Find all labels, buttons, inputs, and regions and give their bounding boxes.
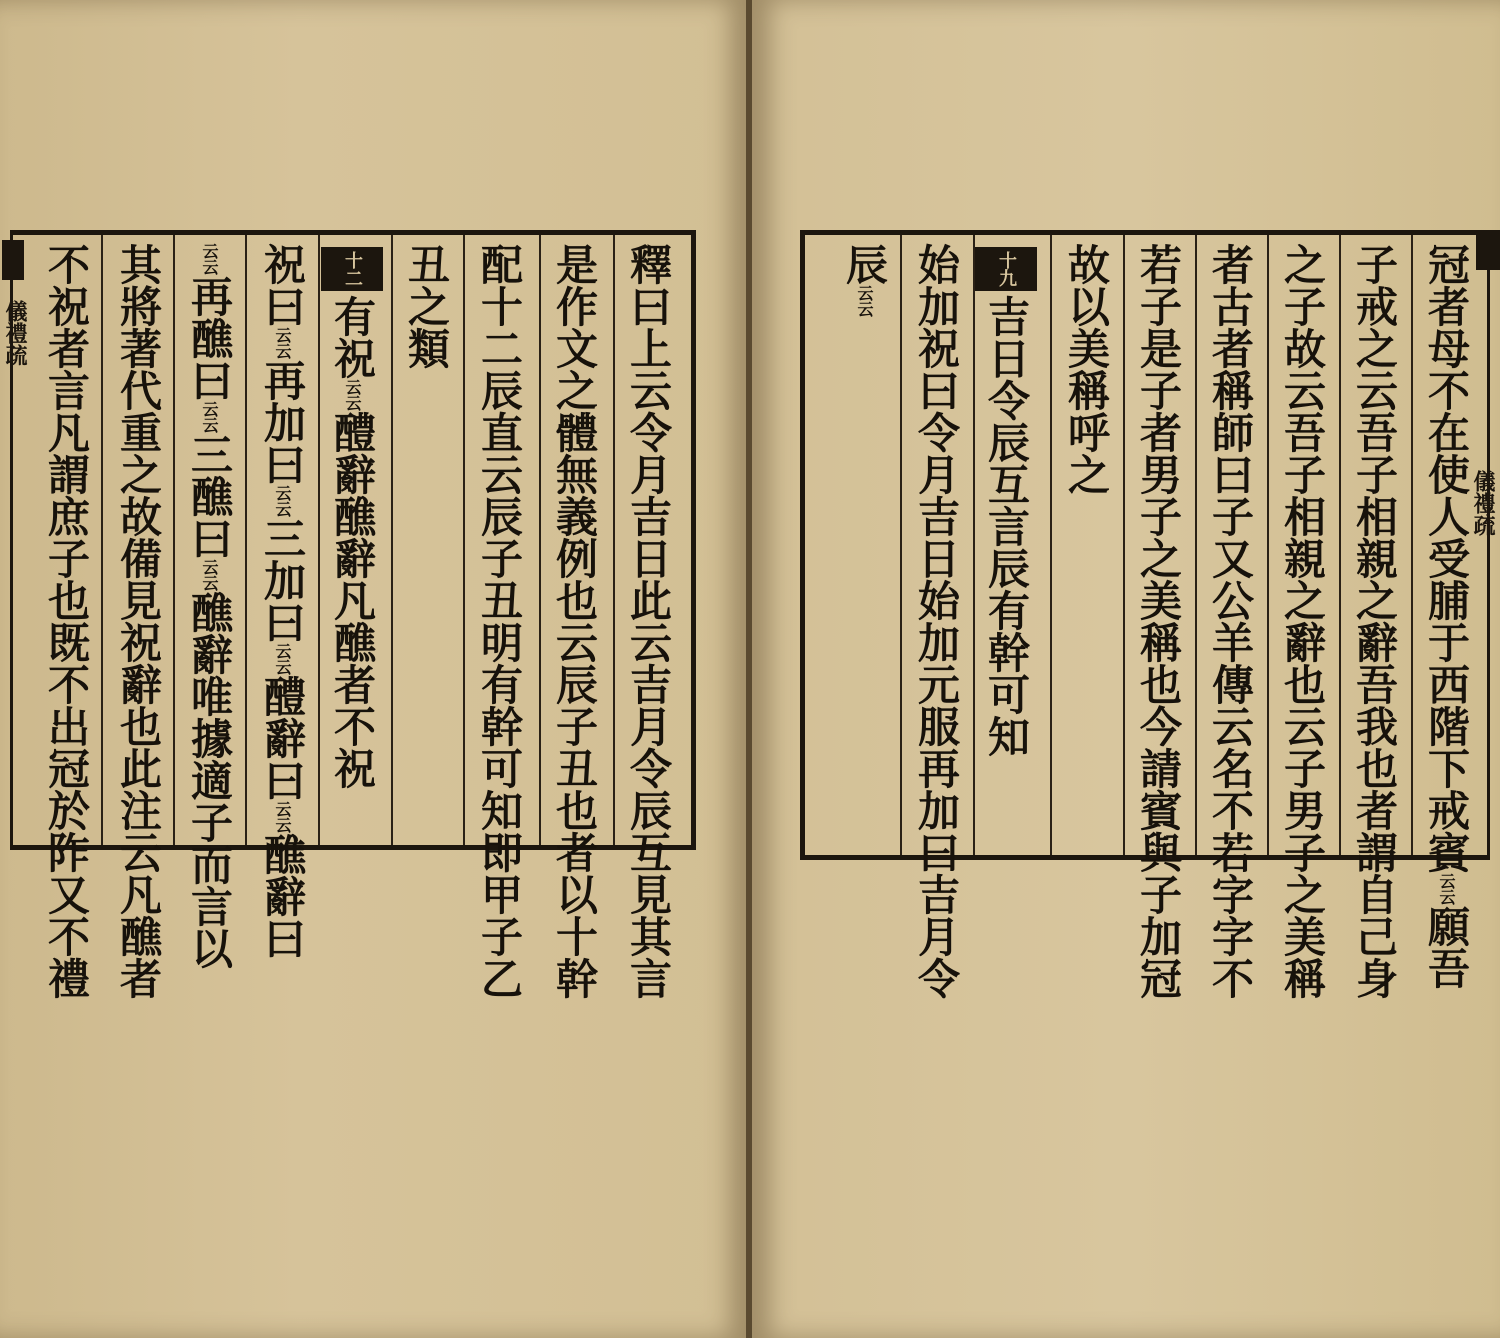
- margin-mark: [1476, 230, 1500, 270]
- column-rule: [1123, 235, 1125, 855]
- column-rule: [1267, 235, 1269, 855]
- text-column: [251, 235, 311, 959]
- section-number-seal: 十九: [975, 247, 1037, 291]
- text-column: 若子是子者男子之美稱也今請賓與子加冠: [1134, 243, 1183, 999]
- column-rule: [1050, 235, 1052, 855]
- annotation-note: 云云: [200, 559, 219, 591]
- column-rule: [318, 235, 320, 845]
- text-column: [323, 235, 383, 845]
- text-column: 故以美稱呼之: [1062, 243, 1111, 495]
- column-text: 吉日令辰互言辰有幹可知: [982, 295, 1031, 757]
- column-rule: [1195, 235, 1197, 855]
- section-number-seal: 十二: [321, 247, 383, 291]
- text-column: [977, 235, 1037, 855]
- margin-mark: [2, 240, 24, 280]
- text-column: 子戒之云吾子相親之辭吾我也者謂自己身: [1350, 243, 1399, 999]
- column-text: 醴辭曰: [258, 675, 307, 801]
- annotation-note: 云云: [855, 285, 874, 317]
- text-column: [1415, 235, 1475, 989]
- margin-label: 儀禮疏: [2, 300, 28, 366]
- annotation-note: 云云: [200, 401, 219, 433]
- column-rule: [173, 235, 175, 845]
- text-column: 者古者稱師曰子又公羊傳云名不若字字不: [1206, 243, 1255, 999]
- column-text: 冠者母不在使人受脯于西階下戒賓: [1422, 243, 1471, 873]
- text-column: [178, 235, 238, 969]
- column-text: 願吾: [1422, 905, 1471, 989]
- annotation-note: 云云: [273, 801, 292, 833]
- column-rule: [539, 235, 541, 845]
- column-rule: [1411, 235, 1413, 855]
- text-column: 配十二辰直云辰子丑明有幹可知即甲子乙: [475, 243, 524, 999]
- column-text: 醮辭唯據適子而言以: [185, 591, 234, 969]
- text-column: 是作文之體無義例也云辰子丑也者以十幹: [550, 243, 599, 999]
- column-rule: [900, 235, 902, 855]
- column-text: 三醮曰: [185, 433, 234, 559]
- column-rule: [245, 235, 247, 845]
- text-column: 之子故云吾子相親之辭也云子男子之美稱: [1278, 243, 1327, 999]
- column-rule: [463, 235, 465, 845]
- column-rule: [391, 235, 393, 845]
- annotation-note: 云云: [343, 379, 362, 411]
- right-text-frame: [800, 230, 1490, 999]
- text-column: [833, 235, 893, 855]
- column-text: 醮辭曰: [258, 833, 307, 959]
- text-column: 丑之類: [402, 243, 451, 369]
- annotation-note: 云云: [273, 485, 292, 517]
- text-column: 不祝者言凡謂庶子也既不出冠於阼又不禮: [42, 243, 91, 999]
- column-text: 祝曰: [258, 243, 307, 327]
- column-text: 再加曰: [258, 359, 307, 485]
- annotation-note: 云云: [273, 327, 292, 359]
- column-rule: [613, 235, 615, 845]
- margin-label: 儀禮疏: [1470, 470, 1496, 536]
- column-text: 辰: [840, 243, 889, 285]
- text-column: 釋曰上云令月吉日此云吉月令辰互見其言: [624, 243, 673, 999]
- text-column: 其將著代重之故備見祝辭也此注云凡醮者: [114, 243, 163, 999]
- annotation-note: 云云: [273, 643, 292, 675]
- text-column: 始加祝曰令月吉日始加元服再加曰吉月令: [912, 243, 961, 999]
- column-rule: [101, 235, 103, 845]
- column-text: 三加曰: [258, 517, 307, 643]
- annotation-note: 云云: [1437, 873, 1456, 905]
- column-rule: [973, 235, 975, 855]
- column-text: 有祝: [328, 295, 377, 379]
- left-text-frame: [10, 230, 696, 999]
- annotation-note: 云云: [200, 243, 219, 275]
- column-text: 再醮曰: [185, 275, 234, 401]
- column-text: 醴辭醮辭凡醮者不祝: [328, 411, 377, 789]
- column-rule: [1339, 235, 1341, 855]
